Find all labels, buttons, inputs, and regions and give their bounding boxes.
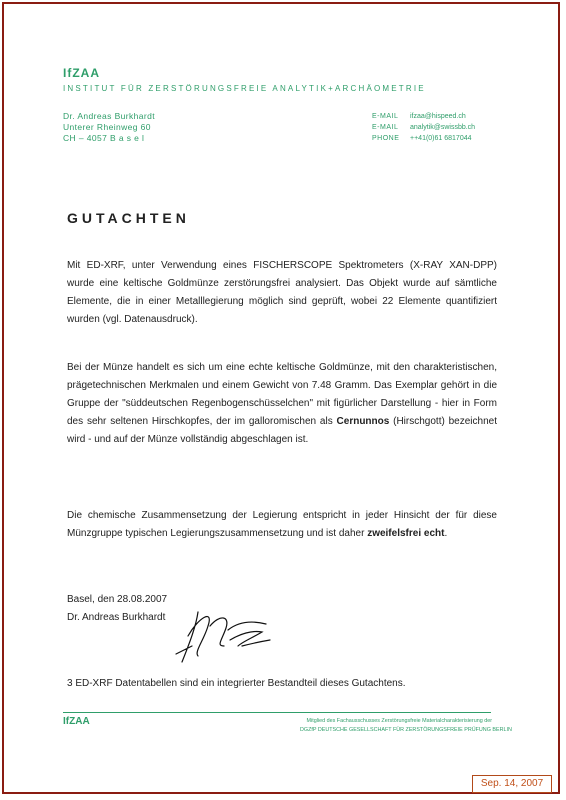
paragraph-method: Mit ED-XRF, unter Verwendung eines FISCHERSCOPE Spektrometers (X-RAY XAN-DPP) wurde eine keltische Goldmünze zerstörungsfrei analysiert. Das Objekt wurde auf sämtliche Elemente, die in einer Metalllegierung möglich sind geprüft, wobei 22 Elemente quantifiziert wurden (vgl. Datenausdruck). [67,260,497,325]
text-run: Die chemische Zusammensetzung der Legierung entspricht in jeder Hinsicht der für diese Münzgruppe typischen Legierungszusammensetzung und ist daher [67,510,497,539]
footer-logo: IfZAA [63,716,90,727]
address-line: Unterer Rheinweg 60 [63,122,151,132]
address-line: CH – 4057 B a s e l [63,133,145,143]
phone-number: ++41(0)61 6817044 [410,135,472,142]
signer-name: Dr. Andreas Burkhardt [67,612,166,623]
date-line: Basel, den 28.08.2007 [67,594,168,605]
contact-label: E-MAIL [372,113,399,120]
contact-block [372,111,475,144]
contact-label: PHONE [372,135,400,142]
address-line: Dr. Andreas Burkhardt [63,111,156,121]
bold-verdict: zweifelsfrei echt [367,528,445,539]
date-stamp: Sep. 14, 2007 [472,775,552,793]
text-run: . [444,528,448,539]
footer-divider [63,712,491,713]
letterhead-tagline: INSTITUT FÜR ZERSTÖRUNGSFREIE ANALYTIK+ARCHÄOMETRIE [63,84,426,93]
footer-membership [300,717,512,735]
paragraph-conclusion [67,507,497,543]
contact-label: E-MAIL [372,124,399,131]
text-run: Bei der Münze handelt es sich um eine echte keltische Goldmünze, mit den charakteristischen, prägetechnischen Merkmalen und einem Gewicht von 7.48 Gramm. Das Exemplar gehört in die Gruppe der "süddeutschen Regenbogenschüsselchen" mit figürlicher Darstellung - hier in Form des sehr seltenen Hirschkopfes, der im galloromischen als [67,362,497,427]
handwritten-signature [168,596,278,670]
text-run: (Hirschgott) bezeichnet wird - und auf der Münze vollständig abgeschlagen ist. [67,416,497,445]
document-title: GUTACHTEN [67,210,190,226]
attachment-note: 3 ED-XRF Datentabellen sind ein integrierter Bestandteil dieses Gutachtens. [67,678,406,689]
footer-line: DGZfP DEUTSCHE GESELLSCHAFT FÜR ZERSTÖRUNGSFREIE PRÜFUNG BERLIN [300,727,512,733]
bold-term-cernunnos: Cernunnos [336,416,390,427]
footer-line: Mitglied des Fachausschusses Zerstörungsfreie Materialcharakterisierung der [306,718,492,724]
sender-address [63,111,155,144]
email-link[interactable]: ifzaa@hispeed.ch [410,113,466,120]
email-link[interactable]: analytik@swissbb.ch [410,124,476,131]
paragraph-coin-description [67,359,497,449]
letterhead-logo: IfZAA [63,66,100,80]
